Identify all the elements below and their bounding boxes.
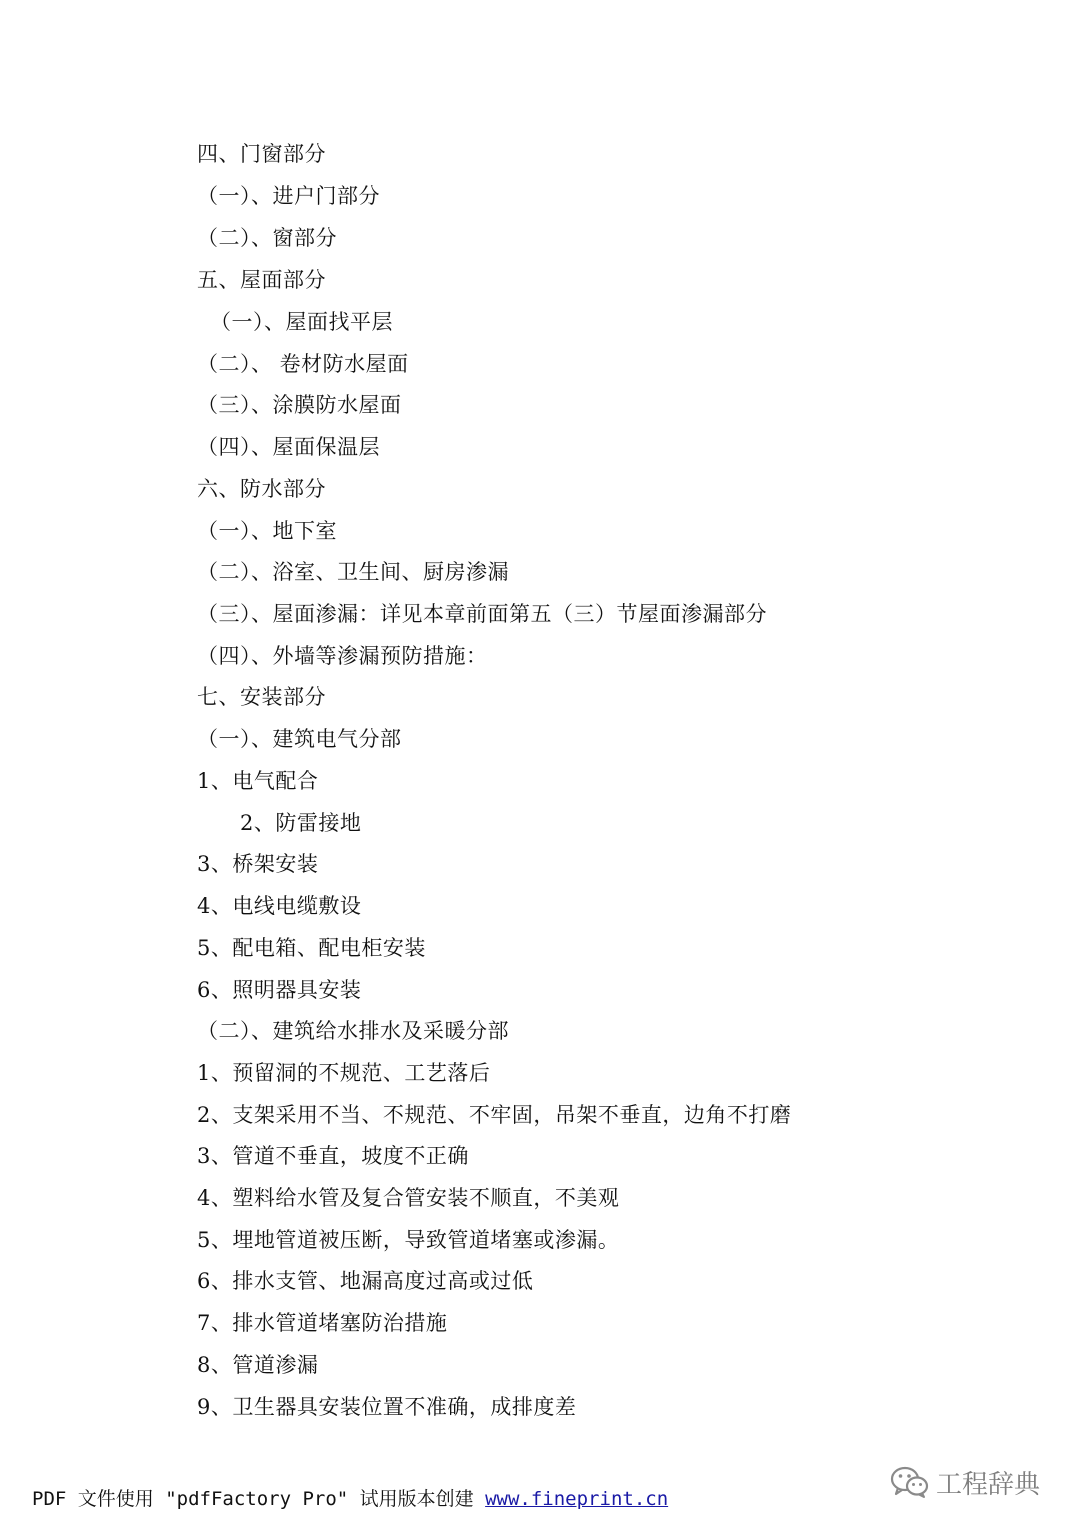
toc-line: （二）、 卷材防水屋面	[197, 352, 409, 376]
watermark-text: 工程辞典	[936, 1469, 1041, 1500]
toc-line: （二）、窗部分	[197, 226, 337, 250]
toc-line: （一）、地下室	[197, 519, 337, 543]
toc-line: 2、支架采用不当、不规范、不牢固，吊架不垂直，边角不打磨	[197, 1103, 792, 1127]
toc-line: 六、防水部分	[197, 477, 326, 501]
toc-line: （二）、建筑给水排水及采暖分部	[197, 1019, 509, 1043]
toc-line: 6、照明器具安装	[197, 978, 362, 1002]
toc-line: 8、管道渗漏	[197, 1353, 319, 1377]
toc-line: 五、屋面部分	[197, 268, 326, 292]
fineprint-link[interactable]: www.fineprint.cn	[485, 1488, 669, 1510]
footer-text: PDF 文件使用 "pdfFactory Pro" 试用版本创建	[32, 1488, 486, 1510]
toc-line: （四）、屋面保温层	[197, 435, 380, 459]
toc-line: 3、桥架安装	[197, 852, 319, 876]
wechat-icon	[890, 1465, 930, 1499]
toc-line: 4、塑料给水管及复合管安装不顺直，不美观	[197, 1186, 620, 1210]
toc-line: 9、卫生器具安装位置不准确，成排度差	[197, 1395, 577, 1419]
toc-line: （四）、外墙等渗漏预防措施：	[197, 644, 488, 668]
toc-line: 4、电线电缆敷设	[197, 894, 362, 918]
toc-line: （一）、进户门部分	[197, 184, 380, 208]
toc-line: 5、配电箱、配电柜安装	[197, 936, 426, 960]
toc-line: 四、门窗部分	[197, 142, 326, 166]
toc-line: 七、安装部分	[197, 685, 326, 709]
toc-line: （一）、屋面找平层	[210, 310, 393, 334]
toc-line: （二）、浴室、卫生间、厨房渗漏	[197, 560, 509, 584]
toc-line: 2、防雷接地	[240, 811, 362, 835]
toc-line: 1、预留洞的不规范、工艺落后	[197, 1061, 491, 1085]
toc-line: （三）、涂膜防水屋面	[197, 393, 402, 417]
watermark	[890, 1462, 1040, 1502]
toc-line: 7、排水管道堵塞防治措施	[197, 1311, 448, 1335]
toc-line: 5、埋地管道被压断，导致管道堵塞或渗漏。	[197, 1228, 620, 1252]
pdf-footer	[32, 1486, 668, 1512]
toc-line: （一）、建筑电气分部	[197, 727, 402, 751]
toc-line: 3、管道不垂直，坡度不正确	[197, 1144, 469, 1168]
toc-line: 6、排水支管、地漏高度过高或过低	[197, 1269, 534, 1293]
toc-line: 1、电气配合	[197, 769, 319, 793]
toc-line: （三）、屋面渗漏：详见本章前面第五（三）节屋面渗漏部分	[197, 602, 767, 626]
